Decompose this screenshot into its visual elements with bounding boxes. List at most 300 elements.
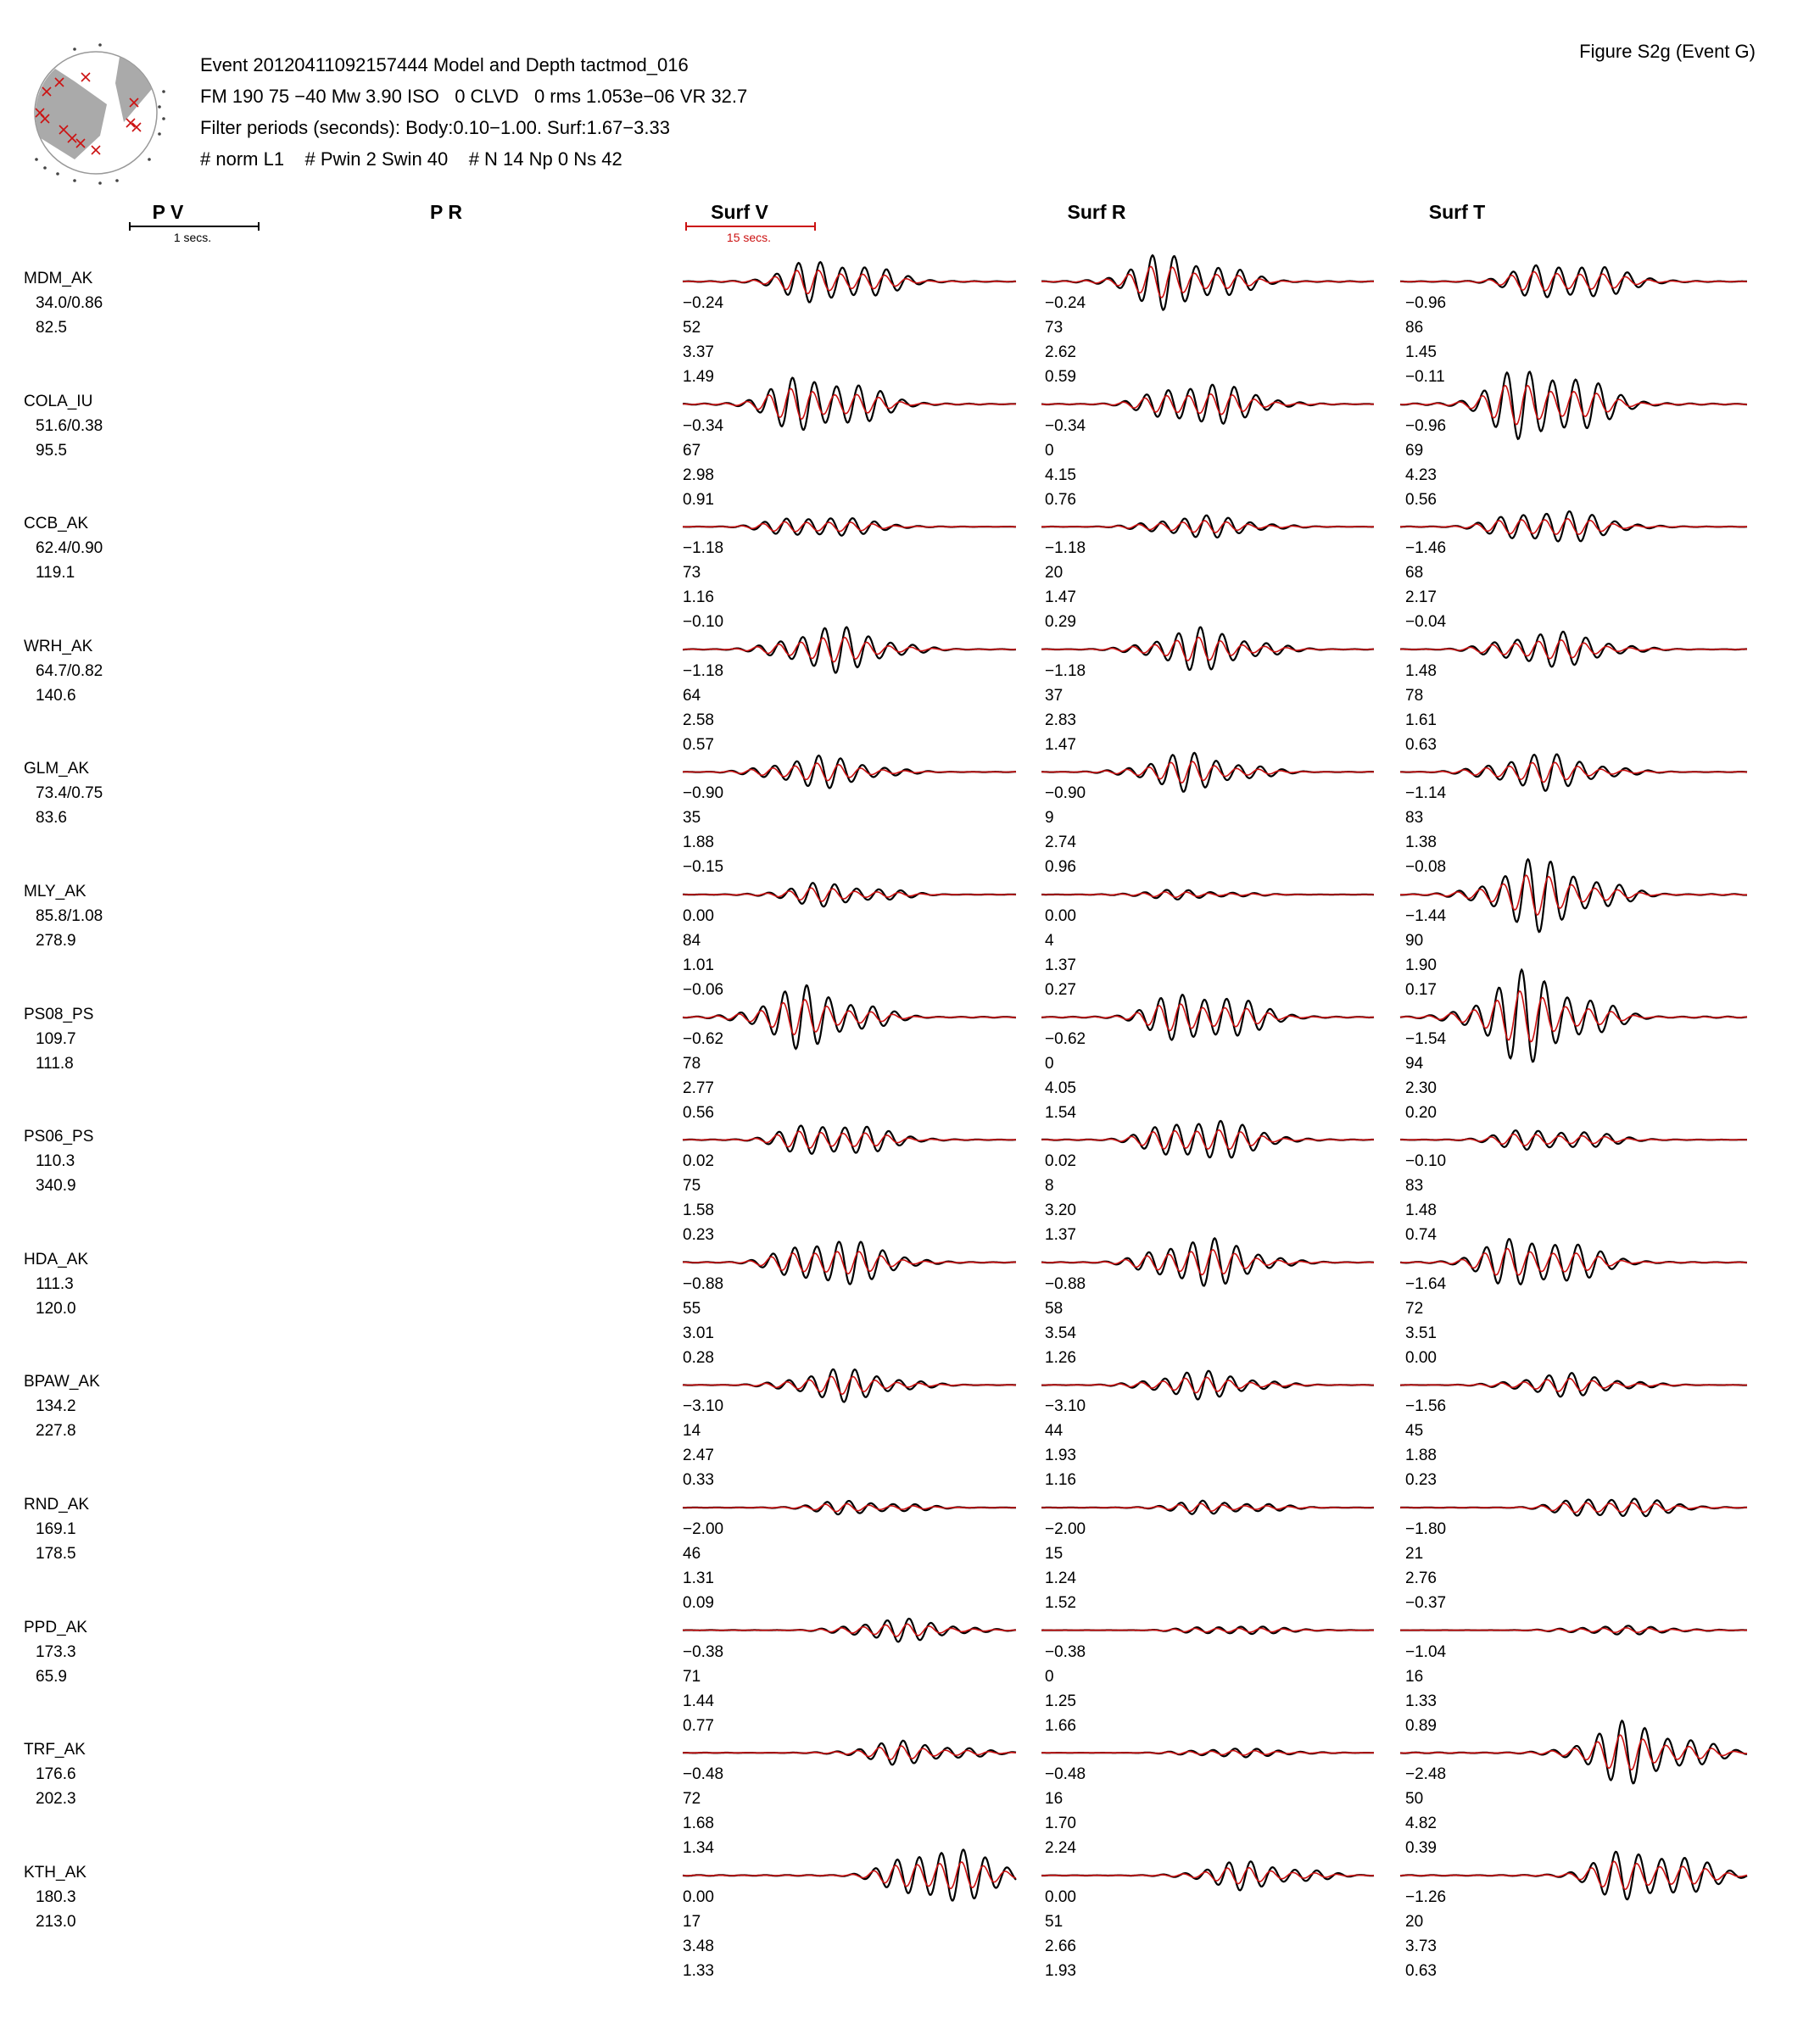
data-waveform: [1400, 859, 1747, 932]
trace-value: 1.88: [683, 834, 714, 852]
station-distance: 51.6/0.38: [36, 416, 103, 435]
trace-value: −0.96: [1405, 416, 1447, 435]
trace-value: 14: [683, 1422, 701, 1441]
trace-value: 2.62: [1045, 343, 1076, 361]
trace-value: −1.18: [1045, 661, 1086, 680]
synthetic-waveform: [683, 521, 1016, 531]
station-info: [24, 1615, 87, 1689]
trace-value: −0.88: [1045, 1274, 1086, 1293]
trace-value: −0.90: [1045, 784, 1086, 803]
station-distance: 111.3: [36, 1274, 74, 1293]
station-distance: 134.2: [36, 1397, 76, 1416]
synthetic-waveform: [683, 763, 1016, 780]
trace-value: 4.82: [1405, 1815, 1437, 1833]
surf-t-values: [1405, 659, 1437, 757]
surf-v-values: [683, 1027, 723, 1125]
trace-value: −1.18: [1045, 539, 1086, 558]
trace-value: 3.51: [1405, 1324, 1437, 1342]
column-heading-p-r: P R: [430, 201, 462, 223]
trace-value: 2.76: [1405, 1569, 1437, 1587]
trace-value: 72: [1405, 1299, 1424, 1318]
trace-value: 1.68: [683, 1815, 714, 1833]
trace-value: −0.34: [1045, 416, 1086, 435]
trace-value: −1.18: [683, 661, 724, 680]
station-azimuth: 340.9: [36, 1177, 76, 1196]
station-azimuth: 120.0: [36, 1299, 76, 1318]
trace-value: 0.89: [1405, 1716, 1437, 1735]
trace-value: 0.00: [683, 1887, 714, 1906]
trace-value: −2.00: [1045, 1520, 1086, 1538]
trace-value: −0.38: [683, 1642, 724, 1661]
station-name: PPD_AK: [24, 1618, 87, 1636]
surf-t-values: [1405, 1027, 1446, 1125]
trace-value: 69: [1405, 441, 1424, 460]
surf-r-values: [1045, 536, 1086, 634]
surf-r-values: [1045, 781, 1086, 879]
column-heading-surf-v: Surf V: [711, 201, 768, 223]
trace-value: 1.49: [683, 368, 714, 386]
surf-t-values: [1405, 291, 1446, 389]
trace-value: 1.48: [1405, 1201, 1437, 1220]
station-name: PS08_PS: [24, 1005, 94, 1023]
data-waveform: [1400, 372, 1747, 439]
trace-value: 8: [1045, 1177, 1054, 1196]
synthetic-waveform: [683, 1252, 1016, 1274]
trace-value: 0.96: [1045, 858, 1076, 877]
trace-value: 78: [1405, 686, 1424, 705]
trace-value: 1.70: [1045, 1815, 1076, 1833]
trace-value: 17: [683, 1912, 701, 1931]
station-azimuth: 111.8: [36, 1054, 74, 1073]
station-name: BPAW_AK: [24, 1373, 100, 1391]
station-azimuth: 65.9: [36, 1667, 67, 1686]
surf-v-values: [683, 1885, 714, 1983]
trace-value: −0.96: [1405, 294, 1447, 312]
trace-value: 67: [683, 441, 701, 460]
trace-value: −0.24: [1045, 294, 1086, 312]
surf-t-values: [1405, 1272, 1446, 1370]
trace-value: 0.39: [1405, 1839, 1437, 1858]
header-line-4: # norm L1 # Pwin 2 Swin 40 # N 14 Np 0 Ns 42: [200, 148, 622, 170]
surf-t-values: [1405, 781, 1446, 879]
trace-value: −1.18: [683, 539, 724, 558]
trace-value: 0: [1045, 1667, 1054, 1686]
trace-value: 1.37: [1045, 956, 1076, 974]
trace-value: 72: [683, 1790, 701, 1809]
synthetic-waveform: [1400, 386, 1747, 425]
trace-value: 9: [1045, 809, 1054, 828]
station-name: WRH_AK: [24, 637, 93, 655]
station-azimuth: 202.3: [36, 1790, 76, 1809]
trace-value: 1.93: [1045, 1447, 1076, 1465]
trace-value: 0.56: [683, 1103, 714, 1122]
station-name: RND_AK: [24, 1496, 90, 1514]
trace-value: 2.66: [1045, 1937, 1076, 1955]
surf-v-values: [683, 1640, 723, 1738]
trace-value: 1.54: [1045, 1103, 1076, 1122]
surf-r-values: [1045, 291, 1086, 389]
trace-value: 0.00: [683, 907, 714, 925]
column-heading-surf-t: Surf T: [1428, 201, 1486, 223]
station-info: [24, 1492, 89, 1566]
trace-value: 0.17: [1405, 981, 1437, 999]
surf-v-values: [683, 414, 723, 512]
station-azimuth: 213.0: [36, 1912, 76, 1931]
trace-value: 0.56: [1405, 490, 1437, 509]
surf-v-values: [683, 659, 723, 757]
surf-t-values: [1405, 1394, 1446, 1492]
trace-value: 94: [1405, 1054, 1424, 1073]
surf-r-values: [1045, 1394, 1086, 1492]
station-name: MDM_AK: [24, 270, 93, 287]
station-distance: 73.4/0.75: [36, 784, 103, 803]
surf-v-values: [683, 536, 723, 634]
trace-value: −0.04: [1405, 613, 1447, 632]
surf-time-scale-label: 15 secs.: [726, 231, 772, 244]
station-info: [24, 266, 103, 340]
column-heading-p-v: P V: [152, 201, 184, 223]
trace-value: 83: [1405, 1177, 1424, 1196]
trace-value: 0.00: [1405, 1348, 1437, 1367]
station-distance: 180.3: [36, 1887, 76, 1906]
trace-value: 0.00: [1045, 907, 1076, 925]
trace-value: 0.57: [683, 735, 714, 754]
body-time-scale-label: 1 secs.: [173, 231, 212, 244]
trace-value: 1.26: [1045, 1348, 1076, 1367]
trace-value: 2.77: [683, 1079, 714, 1097]
trace-value: 0.63: [1405, 735, 1437, 754]
trace-value: −1.04: [1405, 1642, 1447, 1661]
trace-value: 86: [1405, 319, 1424, 337]
station-name: HDA_AK: [24, 1250, 89, 1268]
station-name: MLY_AK: [24, 883, 87, 900]
trace-value: 44: [1045, 1422, 1064, 1441]
surf-v-values: [683, 1394, 723, 1492]
trace-value: −0.62: [1045, 1029, 1086, 1048]
trace-value: −0.90: [683, 784, 724, 803]
surf-r-values: [1045, 1885, 1076, 1983]
trace-value: 1.47: [1045, 735, 1076, 754]
trace-value: −1.14: [1405, 784, 1447, 803]
trace-value: 71: [683, 1667, 701, 1686]
trace-value: 3.48: [683, 1937, 714, 1955]
surf-v-values: [683, 1149, 714, 1247]
station-distance: 109.7: [36, 1029, 76, 1048]
trace-value: −0.10: [683, 613, 724, 632]
surf-t-values: [1405, 414, 1446, 512]
surf-t-values: [1405, 904, 1446, 1002]
trace-value: 3.54: [1045, 1324, 1076, 1342]
trace-value: 0: [1045, 1054, 1054, 1073]
trace-value: 1.24: [1045, 1569, 1076, 1587]
trace-value: −0.11: [1405, 368, 1445, 386]
synthetic-waveform: [683, 270, 1016, 293]
trace-value: 51: [1045, 1912, 1064, 1931]
trace-value: 4: [1045, 932, 1054, 950]
trace-value: 0.59: [1045, 368, 1076, 386]
surf-r-values: [1045, 1640, 1086, 1738]
synthetic-waveform: [1400, 1735, 1747, 1770]
station-distance: 64.7/0.82: [36, 661, 103, 680]
synthetic-waveform: [683, 1504, 1016, 1512]
synthetic-waveform: [1041, 1628, 1374, 1632]
trace-value: 1.48: [1405, 661, 1437, 680]
station-info: [24, 879, 103, 953]
station-distance: 173.3: [36, 1642, 76, 1661]
synthetic-waveform: [1041, 1378, 1374, 1393]
station-name: GLM_AK: [24, 760, 90, 778]
trace-value: 4.15: [1045, 466, 1076, 484]
trace-value: −1.44: [1405, 907, 1447, 925]
station-info: [24, 1737, 86, 1811]
station-info: [24, 1369, 100, 1443]
trace-value: 16: [1045, 1790, 1064, 1809]
synthetic-waveform: [1041, 761, 1374, 783]
synthetic-waveform: [1400, 1135, 1747, 1146]
trace-value: 78: [683, 1054, 701, 1073]
trace-value: 0.77: [683, 1716, 714, 1735]
trace-value: 55: [683, 1299, 701, 1318]
synthetic-waveform: [1041, 1130, 1374, 1150]
synthetic-waveform: [1400, 1379, 1747, 1391]
figure-label: Figure S2g (Event G): [1579, 41, 1756, 62]
surf-v-values: [683, 1272, 723, 1370]
synthetic-waveform: [1041, 521, 1374, 532]
trace-value: 0.23: [683, 1226, 714, 1245]
trace-value: 2.30: [1405, 1079, 1437, 1097]
station-distance: 176.6: [36, 1765, 76, 1784]
trace-value: 1.58: [683, 1201, 714, 1220]
surf-t-values: [1405, 536, 1446, 634]
trace-value: 3.20: [1045, 1201, 1076, 1220]
trace-value: −1.46: [1405, 539, 1447, 558]
station-distance: 110.3: [36, 1152, 75, 1171]
trace-value: 1.25: [1045, 1692, 1076, 1710]
trace-value: 0.20: [1405, 1103, 1437, 1122]
trace-value: 1.37: [1045, 1226, 1076, 1245]
station-name: CCB_AK: [24, 515, 89, 533]
trace-value: 50: [1405, 1790, 1424, 1809]
trace-value: 75: [683, 1177, 701, 1196]
header-line-1: Event 20120411092157444 Model and Depth tactmod_016: [200, 54, 689, 75]
trace-value: 52: [683, 319, 701, 337]
surf-r-values: [1045, 1149, 1076, 1247]
trace-value: 2.58: [683, 711, 714, 729]
trace-value: 2.98: [683, 466, 714, 484]
station-azimuth: 178.5: [36, 1545, 76, 1563]
surf-r-values: [1045, 904, 1076, 1002]
station-info: [24, 756, 103, 830]
trace-value: −1.80: [1405, 1520, 1447, 1538]
synthetic-waveform: [1400, 640, 1747, 659]
trace-value: 1.93: [1045, 1961, 1076, 1980]
synthetic-waveform: [1041, 892, 1374, 897]
trace-value: 0.74: [1405, 1226, 1437, 1245]
station-info: [24, 1124, 93, 1198]
trace-value: −0.88: [683, 1274, 724, 1293]
trace-value: −1.64: [1405, 1274, 1447, 1293]
trace-value: 0.63: [1405, 1961, 1437, 1980]
surf-t-values: [1405, 1762, 1446, 1860]
trace-value: 1.34: [683, 1839, 714, 1858]
trace-value: 3.73: [1405, 1937, 1437, 1955]
trace-value: 20: [1045, 564, 1064, 583]
surf-r-values: [1045, 1027, 1086, 1125]
trace-value: 84: [683, 932, 701, 950]
station-azimuth: 278.9: [36, 932, 76, 950]
trace-value: 0.33: [683, 1471, 714, 1490]
station-azimuth: 95.5: [36, 441, 67, 460]
surf-v-values: [683, 1762, 723, 1860]
trace-value: 1.16: [683, 588, 714, 607]
trace-value: 64: [683, 686, 701, 705]
trace-value: 58: [1045, 1299, 1064, 1318]
trace-value: 2.74: [1045, 834, 1076, 852]
synthetic-waveform: [1400, 1861, 1747, 1889]
surf-t-values: [1405, 1885, 1446, 1983]
trace-value: 0.27: [1045, 981, 1076, 999]
synthetic-waveform: [683, 1862, 1016, 1888]
trace-value: −0.48: [1045, 1765, 1086, 1784]
trace-value: 35: [683, 809, 701, 828]
trace-value: 0.02: [683, 1152, 714, 1171]
trace-value: 1.16: [1045, 1471, 1076, 1490]
trace-value: 0.02: [1045, 1152, 1076, 1171]
trace-value: 0.00: [1045, 1887, 1076, 1906]
trace-value: −1.26: [1405, 1887, 1447, 1906]
surf-t-values: [1405, 1517, 1446, 1615]
synthetic-waveform: [683, 1746, 1016, 1759]
surf-r-values: [1045, 1272, 1086, 1370]
station-azimuth: 83.6: [36, 809, 67, 828]
trace-value: 1.47: [1045, 588, 1076, 607]
trace-value: −0.37: [1405, 1594, 1447, 1612]
trace-value: 16: [1405, 1667, 1424, 1686]
trace-value: 3.01: [683, 1324, 714, 1342]
trace-value: 1.52: [1045, 1594, 1076, 1612]
trace-value: 1.38: [1405, 834, 1437, 852]
trace-value: −0.48: [683, 1765, 724, 1784]
header-line-3: Filter periods (seconds): Body:0.10−1.00. Surf:1.67−3.33: [200, 117, 670, 138]
trace-value: 45: [1405, 1422, 1424, 1441]
trace-value: 1.44: [683, 1692, 714, 1710]
station-name: KTH_AK: [24, 1863, 87, 1882]
trace-value: 1.66: [1045, 1716, 1076, 1735]
trace-value: 1.90: [1405, 956, 1437, 974]
station-name: PS06_PS: [24, 1128, 94, 1146]
surf-v-values: [683, 291, 723, 389]
station-distance: 34.0/0.86: [36, 294, 103, 312]
station-info: [24, 1002, 93, 1076]
trace-value: 0.29: [1045, 613, 1076, 632]
trace-value: 0.23: [1405, 1471, 1437, 1490]
station-name: COLA_IU: [24, 392, 93, 410]
trace-value: 2.24: [1045, 1839, 1076, 1858]
trace-value: 20: [1405, 1912, 1424, 1931]
trace-value: 1.33: [683, 1961, 714, 1980]
trace-value: −2.00: [683, 1520, 724, 1538]
surf-r-values: [1045, 1517, 1086, 1615]
trace-value: 2.47: [683, 1447, 714, 1465]
trace-value: 46: [683, 1545, 701, 1563]
station-info: [24, 634, 103, 708]
station-azimuth: 227.8: [36, 1422, 76, 1441]
station-info: [24, 1247, 88, 1321]
surf-r-values: [1045, 414, 1086, 512]
surf-v-values: [683, 1517, 723, 1615]
trace-value: 37: [1045, 686, 1064, 705]
trace-value: 15: [1045, 1545, 1064, 1563]
trace-value: 68: [1405, 564, 1424, 583]
trace-value: 0.28: [683, 1348, 714, 1367]
trace-value: 1.61: [1405, 711, 1437, 729]
column-heading-surf-r: Surf R: [1067, 201, 1126, 223]
trace-value: −0.10: [1405, 1152, 1447, 1171]
trace-value: 90: [1405, 932, 1424, 950]
surf-r-values: [1045, 659, 1086, 757]
trace-value: −0.62: [683, 1029, 724, 1048]
trace-value: 3.37: [683, 343, 714, 361]
station-azimuth: 140.6: [36, 686, 76, 705]
trace-value: −3.10: [1045, 1397, 1086, 1416]
trace-value: 4.05: [1045, 1079, 1076, 1097]
station-azimuth: 82.5: [36, 319, 67, 337]
data-waveform: [1400, 970, 1747, 1062]
trace-value: −0.06: [683, 981, 724, 999]
trace-value: 21: [1405, 1545, 1424, 1563]
trace-value: 0: [1045, 441, 1054, 460]
station-info: [24, 511, 103, 585]
header-line-2: FM 190 75 −40 Mw 3.90 ISO 0 CLVD 0 rms 1.053e−06 VR 32.7: [200, 86, 748, 107]
trace-value: 1.31: [683, 1569, 714, 1587]
trace-value: −0.34: [683, 416, 724, 435]
station-azimuth: 119.1: [36, 564, 75, 583]
trace-value: 1.45: [1405, 343, 1437, 361]
surf-v-values: [683, 781, 723, 879]
trace-value: −2.48: [1405, 1765, 1447, 1784]
trace-value: −0.38: [1045, 1642, 1086, 1661]
surf-t-values: [1405, 1640, 1446, 1738]
trace-value: −3.10: [683, 1397, 724, 1416]
trace-value: 2.83: [1045, 711, 1076, 729]
trace-value: 83: [1405, 809, 1424, 828]
trace-value: 1.33: [1405, 1692, 1437, 1710]
trace-value: 0.91: [683, 490, 714, 509]
trace-value: 0.09: [683, 1594, 714, 1612]
trace-value: 4.23: [1405, 466, 1437, 484]
trace-value: −1.56: [1405, 1397, 1447, 1416]
station-distance: 62.4/0.90: [36, 539, 103, 558]
trace-value: 1.88: [1405, 1447, 1437, 1465]
trace-value: 0.76: [1045, 490, 1076, 509]
trace-value: 1.01: [683, 956, 714, 974]
surf-t-values: [1405, 1149, 1446, 1247]
trace-value: 73: [1045, 319, 1064, 337]
trace-value: −0.24: [683, 294, 724, 312]
station-info: [24, 1860, 87, 1934]
trace-value: −1.54: [1405, 1029, 1447, 1048]
surf-r-values: [1045, 1762, 1086, 1860]
trace-value: 2.17: [1405, 588, 1437, 607]
station-distance: 85.8/1.08: [36, 907, 103, 925]
trace-value: 73: [683, 564, 701, 583]
trace-value: −0.08: [1405, 858, 1447, 877]
station-name: TRF_AK: [24, 1741, 86, 1759]
surf-v-values: [683, 904, 723, 1002]
trace-value: −0.15: [683, 858, 724, 877]
station-info: [24, 389, 103, 463]
station-distance: 169.1: [36, 1520, 76, 1538]
